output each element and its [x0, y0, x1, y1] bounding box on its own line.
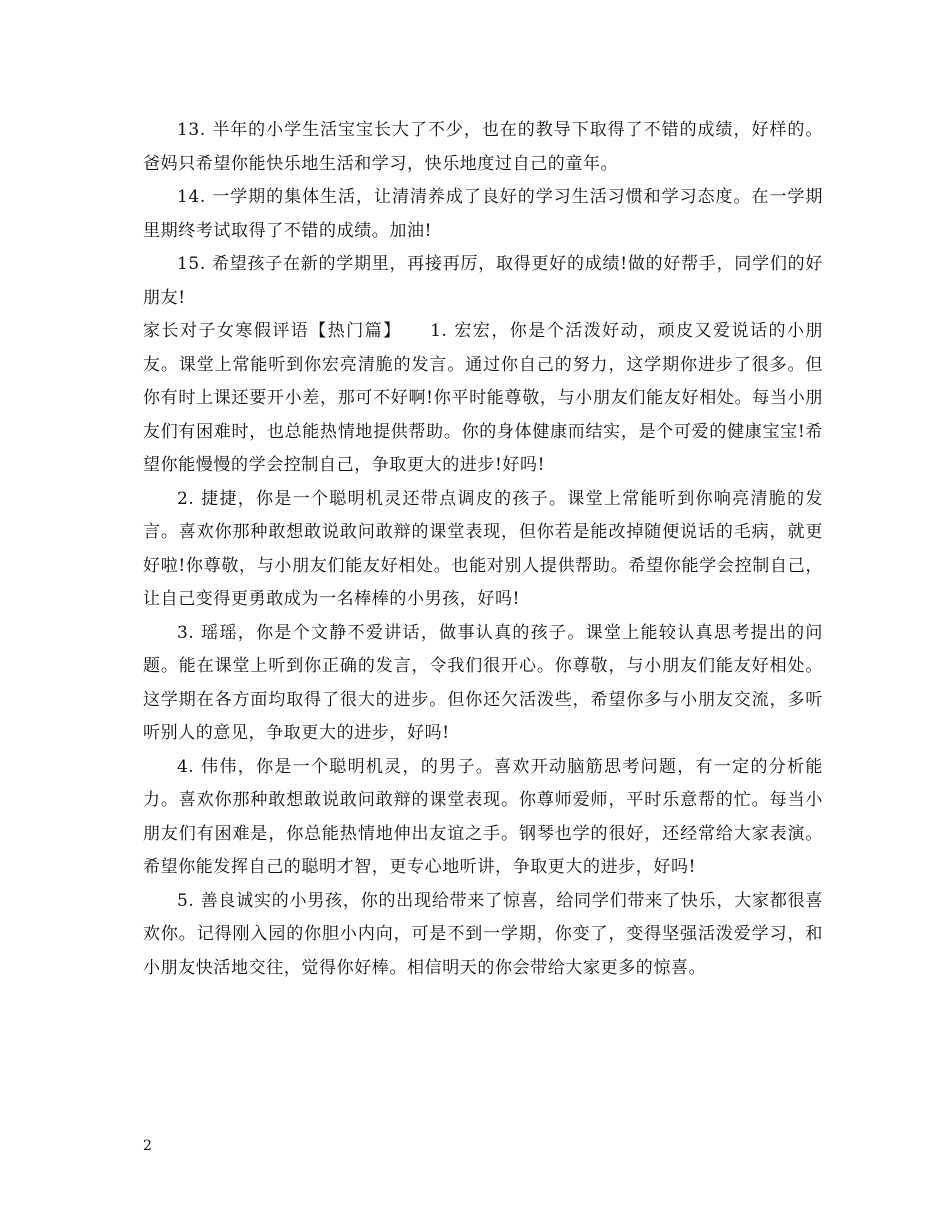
paragraph-14: 14. 一学期的集体生活，让清清养成了良好的学习生活习惯和学习态度。在一学期里期终考试取得了不错的成绩。加油! [143, 187, 823, 241]
document-body [143, 114, 823, 985]
paragraph-13: 13. 半年的小学生活宝宝长大了不少，也在的教导下取得了不错的成绩，好样的。爸妈只希望你能快乐地生活和学习，快乐地度过自己的童年。 [143, 120, 823, 174]
paragraph-2: 2. 捷捷，你是一个聪明机灵还带点调皮的孩子。课堂上常能听到你响亮清脆的发言。喜欢你那种敢想敢说敢问敢辩的课堂表现，但你若是能改掉随便说话的毛病，就更好啦!你尊敬，与小朋友们能友好相处。也能对别人提供帮助。希望你能学会控制自己，让自己变得更勇敢成为一名棒棒的小男孩，好吗! [143, 488, 823, 609]
paragraph-5: 5. 善良诚实的小男孩，你的出现给带来了惊喜，给同学们带来了快乐，大家都很喜欢你。记得刚入园的你胆小内向，可是不到一学期，你变了，变得坚强活泼爱学习，和小朋友快活地交往，觉得你好棒。相信明天的你会带给大家更多的惊喜。 [143, 890, 823, 978]
paragraph-4: 4. 伟伟，你是一个聪明机灵，的男子。喜欢开动脑筋思考问题，有一定的分析能力。喜欢你那种敢想敢说敢问敢辩的课堂表现。你尊师爱师，平时乐意帮的忙。每当小朋友们有困难是，你总能热情地伸出友谊之手。钢琴也学的很好，还经常给大家表演。希望你能发挥自己的聪明才智，更专心地听讲，争取更大的进步，好吗! [143, 756, 823, 877]
paragraph-3: 3. 瑶瑶，你是个文静不爱讲话，做事认真的孩子。课堂上能较认真思考提出的问题。能在课堂上听到你正确的发言，令我们很开心。你尊敬，与小朋友们能友好相处。这学期在各方面均取得了很大的进步。但你还欠活泼些，希望你多与小朋友交流，多听听别人的意见，争取更大的进步，好吗! [143, 622, 823, 743]
page-number: 2 [143, 1138, 152, 1154]
paragraph-15: 15. 希望孩子在新的学期里，再接再厉，取得更好的成绩!做的好帮手，同学们的好朋友! [143, 254, 823, 308]
section-heading-paragraph-1: 家长对子女寒假评语【热门篇】 1. 宏宏，你是个活泼好动，顽皮又爱说话的小朋友。课堂上常能听到你宏亮清脆的发言。通过你自己的努力，这学期你进步了很多。但你有时上课还要开小差，那可不好啊!你平时能尊敬，与小朋友们能友好相处。每当小朋友们有困难时，也总能热情地提供帮助。你的身体健康而结实，是个可爱的健康宝宝!希望你能慢慢的学会控制自己，争取更大的进步!好吗! [143, 321, 823, 475]
